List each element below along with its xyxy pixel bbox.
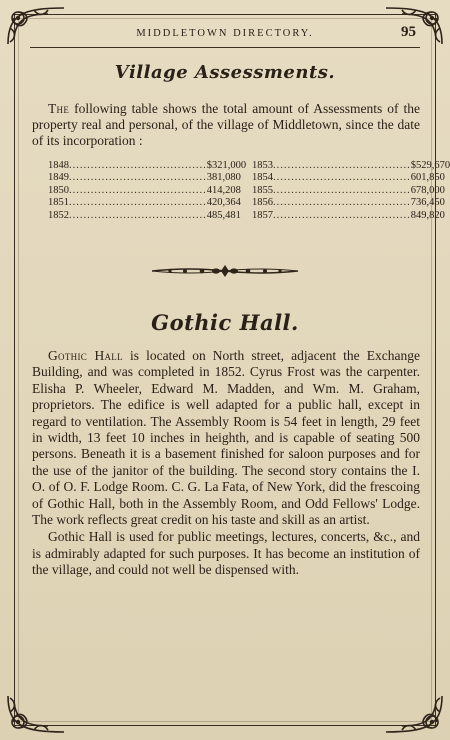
assessments-column-right: [252, 160, 450, 222]
assessment-year: 1854: [252, 172, 273, 184]
assessment-row: [252, 172, 445, 184]
corner-flourish-icon: [4, 692, 68, 736]
assessment-year: 1857: [252, 209, 273, 221]
header-rule: [30, 47, 420, 48]
intro-lead-word: The: [48, 101, 70, 116]
assessment-year: 1848: [48, 160, 69, 171]
assessment-row: [252, 184, 445, 197]
assessment-amount: 414,208: [206, 184, 241, 196]
assessment-row: [252, 197, 445, 209]
corner-flourish-icon: [382, 692, 446, 736]
section-title-gothic-hall: Gothic Hall.: [151, 310, 299, 335]
assessment-row: [48, 172, 241, 184]
assessment-amount: 736,450: [410, 197, 445, 209]
assessment-year: 1856: [252, 197, 273, 209]
paragraph: [32, 348, 420, 528]
assessment-amount: $529,670: [410, 160, 450, 171]
assessment-year: 1849: [48, 172, 69, 184]
leader-dots: ......................................: [69, 197, 207, 209]
assessment-amount: 420,364: [206, 197, 241, 209]
leader-dots: ......................................: [273, 160, 411, 171]
paragraph-lead: Gothic Hall: [48, 348, 123, 363]
assessment-amount: 678,000: [410, 184, 445, 196]
assessment-amount: 485,481: [206, 209, 241, 221]
assessment-row: [252, 160, 450, 172]
leader-dots: ......................................: [273, 172, 411, 184]
assessment-year: 1850: [48, 184, 69, 196]
assessment-amount: 381,080: [206, 172, 241, 184]
gothic-hall-text: [32, 348, 420, 579]
paragraph-text: is located on North street, adjacent the Exchange Building, and was completed in 1852. Cyrus Frost was the carpenter. Elisha P. Wheeler, Edward M. Madden, and Wm. M. Graham, proprietors. The edifice is well adapted for a public hall, except in regard to ventilation. The Assembly Room is 54 feet in length, 29 feet in width, 13 feet 10 inches in heighth, and is capable of seating 500 persons. Beneath it is a basement finished for saloon purposes and for the use of the janitor of the building. The second story contains the I. O. of O. F. Lodge Room. C. G. La Fata, of New York, did the frescoing of Gothic Hall, both in the Assembly Room, and Odd Fellows' Lodge. The work reflects great credit on his taste and skill as an artist.: [32, 348, 421, 528]
assessment-row: [48, 209, 241, 222]
paragraph: Gothic Hall is used for public meetings, lectures, concerts, &c., and is admirably adapted for such purposes. It has become an institution of the village, and could not well be dispensed with.: [32, 529, 420, 578]
assessment-row: [48, 184, 241, 197]
assessment-row: [252, 209, 445, 222]
assessment-amount: $321,000: [206, 160, 247, 171]
assessment-amount: 849,820: [410, 209, 445, 221]
running-head: MIDDLETOWN DIRECTORY.: [136, 28, 314, 39]
page-number: 95: [401, 24, 416, 40]
leader-dots: ......................................: [273, 197, 411, 209]
assessments-intro: [32, 101, 420, 149]
assessment-row: [48, 197, 241, 209]
leader-dots: ......................................: [69, 160, 207, 171]
section-title-village-assessments: Village Assessments.: [114, 62, 336, 83]
divider-ornament-icon: [150, 264, 300, 278]
leader-dots: ......................................: [69, 184, 207, 196]
assessment-year: 1855: [252, 184, 273, 196]
leader-dots: ......................................: [273, 209, 411, 221]
intro-text: following table shows the total amount of Assessments of the property real and personal, of the village of Middletown, since the date of its incorporation :: [32, 101, 420, 148]
assessments-table: [48, 160, 450, 222]
assessment-year: 1853: [252, 160, 273, 171]
assessment-row: [48, 160, 247, 172]
leader-dots: ......................................: [69, 209, 207, 221]
assessment-amount: 601,850: [410, 172, 445, 184]
assessment-year: 1852: [48, 209, 69, 221]
leader-dots: ......................................: [69, 172, 207, 184]
leader-dots: ......................................: [273, 184, 411, 196]
assessments-column-left: [48, 160, 247, 222]
corner-flourish-icon: [4, 4, 68, 48]
assessment-year: 1851: [48, 197, 69, 209]
